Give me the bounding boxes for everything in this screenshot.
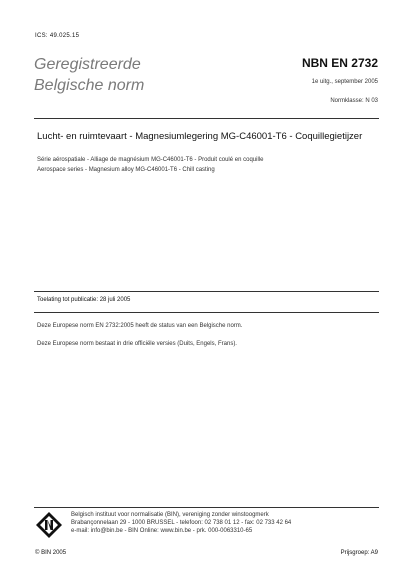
standard-title: Lucht- en ruimtevaart - Magnesiumlegering MG-C46001-T6 - Coquillegietijzer bbox=[37, 131, 363, 142]
edition-date: 1e uitg., september 2005 bbox=[311, 79, 378, 85]
nbn-logo-icon bbox=[35, 511, 63, 539]
document-type-line1: Geregistreerde bbox=[34, 56, 141, 73]
divider-publication-bottom bbox=[34, 312, 379, 313]
copyright: © BIN 2005 bbox=[35, 550, 67, 556]
divider-publication-top bbox=[34, 291, 379, 292]
document-type-line2: Belgische norm bbox=[34, 77, 145, 94]
status-note: Deze Europese norm EN 2732:2005 heeft de status van een Belgische norm. bbox=[37, 323, 243, 329]
divider-top bbox=[34, 118, 379, 119]
address-line-1: Belgisch instituut voor normalisatie (BIN), vereniging zonder winstoogmerk bbox=[71, 512, 269, 518]
publication-date: Toelating tot publicatie: 28 juli 2005 bbox=[37, 297, 131, 303]
standard-number: NBN EN 2732 bbox=[301, 56, 378, 70]
versions-note: Deze Europese norm bestaat in drie officiële versies (Duits, Engels, Frans). bbox=[37, 341, 237, 347]
price-group: Prijsgroep: A9 bbox=[340, 550, 378, 556]
norm-class: Normklasse: N 03 bbox=[330, 98, 378, 104]
ics-code: ICS: 49.025.15 bbox=[35, 33, 80, 39]
address-line-2: Brabançonnelaan 29 - 1000 BRUSSEL - telefoon: 02 738 01 12 - fax: 02 733 42 64 bbox=[71, 520, 292, 526]
divider-footer bbox=[34, 507, 379, 508]
address-line-3: e-mail: info@bin.be - BIN Online: www.bin.be - prk. 000-0063310-65 bbox=[71, 528, 253, 534]
alt-title-english: Aerospace series - Magnesium alloy MG-C46001-T6 - Chill casting bbox=[37, 167, 215, 173]
alt-title-french: Série aérospatiale - Alliage de magnésium MG-C46001-T6 - Produit coulé en coquille bbox=[37, 157, 264, 163]
